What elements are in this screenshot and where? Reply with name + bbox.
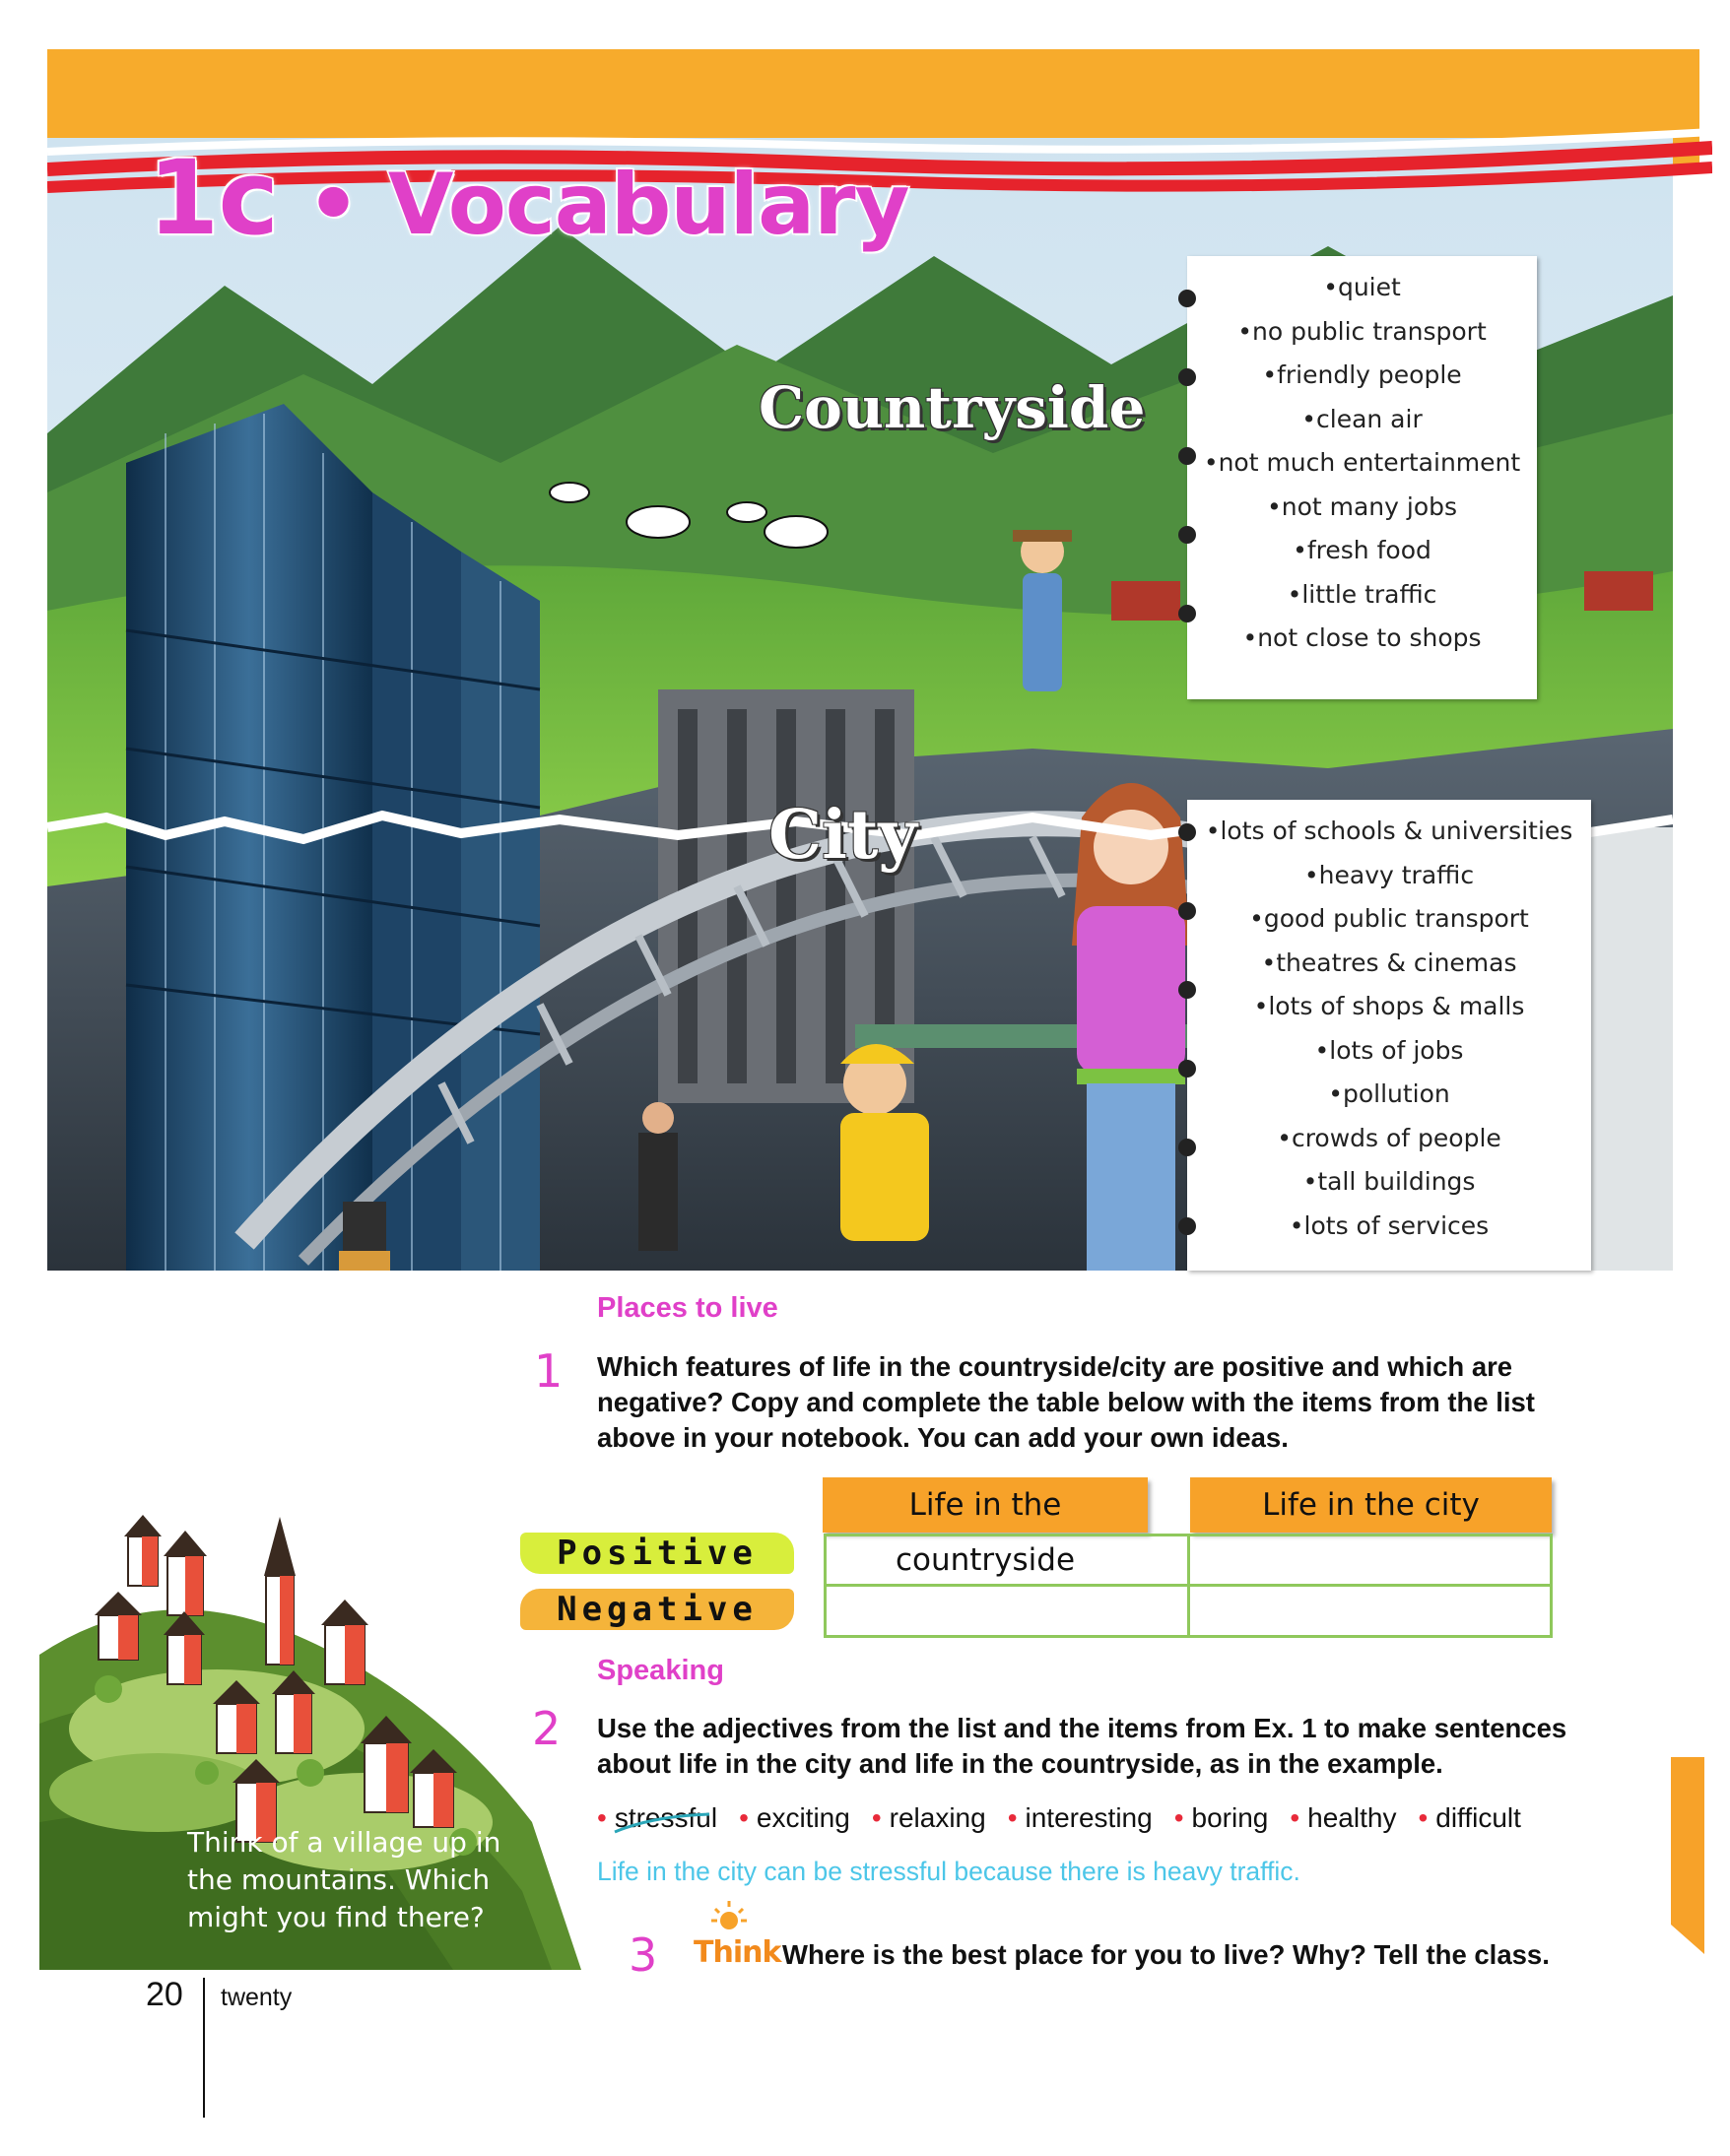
footer-divider [203,1978,205,2118]
bullet-icon: • [739,1802,749,1833]
unit-number: 1c [148,138,279,258]
list-item: • lots of schools & universities [1187,810,1591,854]
unit-heading: Vocabulary [387,156,909,254]
adjective-text: interesting [1025,1802,1153,1833]
side-tab [1671,1757,1704,1954]
bullet-icon: • [597,1802,607,1833]
list-item: • lots of services [1187,1205,1591,1249]
think-label: Think [694,1935,781,1970]
list-item: • friendly people [1187,354,1537,398]
page-number: 20 [146,1976,183,2013]
list-item: • crowds of people [1187,1117,1591,1161]
list-item: • little traffic [1187,573,1537,618]
table-header-city: Life in the city [1190,1477,1552,1533]
bullet-icon: • [1173,1802,1184,1833]
list-item: • quiet [1187,266,1537,310]
binder-ring [1178,368,1196,386]
adjective-text: exciting [756,1802,850,1833]
adjective-item [1290,1802,1396,1834]
answer-table [824,1534,1553,1638]
exercise-1-instructions: Which features of life in the countryside/city are positive and which are negative? Copy and complete the table below with the items from the list above in your notebook. You can add your own ideas. [597,1351,1535,1453]
example-sentence: Life in the city can be stressful because there is heavy traffic. [597,1857,1300,1886]
list-item: • fresh food [1187,529,1537,573]
exercise-1-number: 1 [534,1344,564,1398]
binder-ring [1178,823,1196,841]
village-prompt: Think of a village up in the mountains. Which might you find there? [187,1826,501,1933]
row-label-positive: Positive [520,1533,794,1574]
unit-title [148,138,909,258]
binder-ring [1178,447,1196,465]
lightbulb-icon [709,1899,749,1938]
adjective-text: stressful [614,1802,718,1833]
binder-ring [1178,605,1196,622]
adjective-item [872,1802,986,1834]
list-item: • theatres & cinemas [1187,942,1591,986]
adjective-text: healthy [1307,1802,1397,1833]
adjective-list [597,1802,1521,1834]
binder-ring [1178,526,1196,544]
list-item: • no public transport [1187,310,1537,355]
list-item: • good public transport [1187,897,1591,942]
adjective-text: relaxing [889,1802,986,1833]
list-item: • clean air [1187,398,1537,442]
places-heading: Places to live [597,1292,778,1324]
exercise-2-number: 2 [532,1702,562,1755]
binder-ring [1178,1060,1196,1078]
table-divider [827,1584,1550,1587]
list-item: • heavy traffic [1187,854,1591,898]
list-item: • not close to shops [1187,617,1537,661]
list-item: • pollution [1187,1073,1591,1117]
adjective-text: difficult [1435,1802,1521,1833]
unit-separator: • [305,156,360,254]
countryside-notes [1187,256,1537,699]
city-label: City [768,796,917,875]
list-item: • lots of shops & malls [1187,985,1591,1029]
list-item: • lots of jobs [1187,1029,1591,1074]
table-header-countryside: Life in the countryside [823,1477,1148,1533]
binder-ring [1178,1139,1196,1156]
page-number-word: twenty [221,1984,293,2011]
row-label-negative: Negative [520,1589,794,1630]
speaking-heading: Speaking [597,1655,724,1686]
strikethrough-mark [613,1808,711,1838]
binder-ring [1178,290,1196,307]
exercise-3-number: 3 [629,1928,658,1982]
bullet-icon: • [871,1802,882,1833]
exercise-2-instructions: Use the adjectives from the list and the items from Ex. 1 to make sentences about life in the city and life in the countryside, as in the example. [597,1713,1567,1779]
list-item: • not much entertainment [1187,441,1537,486]
binder-ring [1178,981,1196,999]
adjective-item [1418,1802,1520,1834]
adjective-item [597,1802,717,1834]
bullet-icon: • [1007,1802,1018,1833]
list-item: • tall buildings [1187,1160,1591,1205]
adjective-item [739,1802,850,1834]
countryside-label: Countryside [759,374,1146,441]
bullet-icon: • [1290,1802,1300,1833]
adjective-item [1174,1802,1269,1834]
adjective-item [1008,1802,1153,1834]
adjective-text: boring [1191,1802,1269,1833]
list-item: • not many jobs [1187,486,1537,530]
bullet-icon: • [1418,1802,1429,1833]
binder-ring [1178,1217,1196,1235]
city-notes [1187,800,1591,1271]
binder-ring [1178,902,1196,920]
exercise-3-instructions: Where is the best place for you to live? Why? Tell the class. [782,1939,1550,1970]
